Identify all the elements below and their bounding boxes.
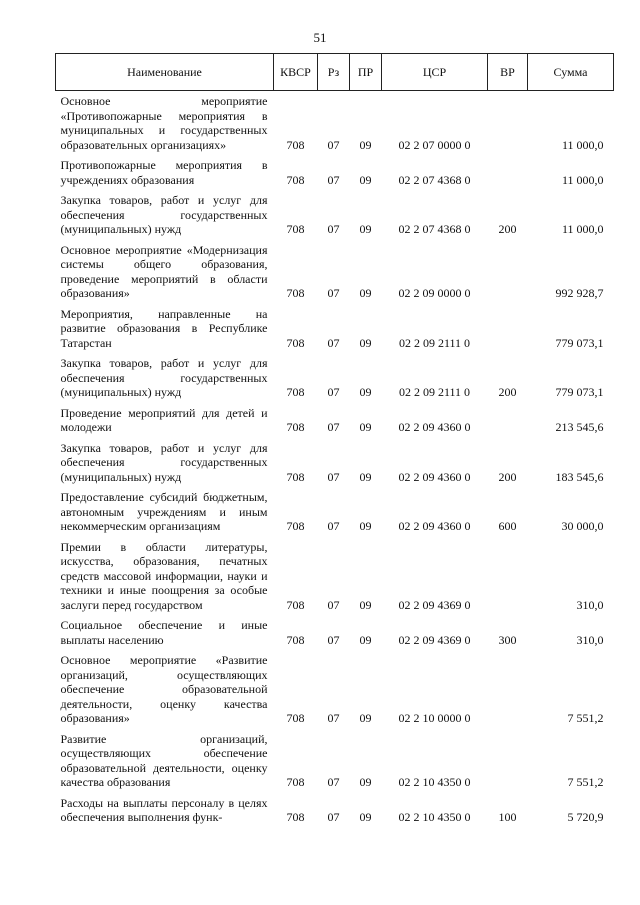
cell-kvsr: 708 [286,420,305,434]
table-row [56,403,614,438]
cell-name: Закупка товаров, работ и услуг для обеспечения государственных (муниципальных) нужд [60,356,268,399]
cell-rz: 07 [327,222,340,236]
cell-kvsr: 708 [286,711,305,725]
header-csr: ЦСР [382,54,488,91]
cell-vr [488,537,528,616]
cell-sum: 310,0 [576,632,604,647]
table-row [56,487,614,537]
cell-sum: 7 551,2 [567,775,604,789]
cell-vr: 100 [498,810,517,824]
cell-name: Предоставление субсидий бюджетным, автономным учреждениям и иным некоммерческим организациям [60,490,268,533]
cell-pr: 09 [359,519,372,533]
cell-vr [488,304,528,354]
cell-csr: 02 2 10 0000 0 [398,711,471,725]
table-row [56,304,614,354]
table-row [56,729,614,793]
cell-pr: 09 [359,222,372,236]
cell-kvsr: 708 [286,222,305,236]
cell-rz: 07 [327,385,340,399]
cell-vr: 200 [498,385,517,399]
cell-pr: 09 [359,385,372,399]
cell-sum: 183 545,6 [555,469,604,484]
cell-kvsr: 708 [286,810,305,824]
cell-rz: 07 [327,597,340,612]
cell-sum: 11 000,0 [561,137,604,152]
cell-vr [488,155,528,190]
cell-sum: 11 000,0 [561,172,604,187]
cell-kvsr: 708 [286,335,305,350]
cell-pr: 09 [359,137,372,152]
cell-pr: 09 [359,335,372,350]
header-rz: Рз [318,54,350,91]
cell-sum: 213 545,6 [555,420,604,434]
cell-pr: 09 [359,775,372,789]
table-row [56,615,614,650]
table-row [56,793,614,828]
table-row [56,353,614,403]
table-row [56,537,614,616]
table-row [56,650,614,729]
cell-name: Основное мероприятие «Модернизация системы общего образования, проведение мероприятий в области образования» [60,242,268,300]
cell-csr: 02 2 09 4369 0 [398,632,471,647]
header-sum: Сумма [528,54,614,91]
cell-csr: 02 2 07 4368 0 [398,222,471,236]
cell-name: Социальное обеспечение и иные выплаты населению [60,618,268,647]
cell-sum: 992 928,7 [555,286,604,300]
cell-sum: 779 073,1 [555,335,604,350]
cell-csr: 02 2 09 0000 0 [398,286,471,300]
table-row [56,190,614,240]
cell-vr: 600 [498,519,517,533]
cell-rz: 07 [327,711,340,725]
cell-rz: 07 [327,286,340,300]
cell-sum: 7 551,2 [567,711,604,725]
cell-pr: 09 [359,810,372,824]
cell-vr: 200 [498,469,517,484]
cell-csr: 02 2 07 4368 0 [398,172,471,187]
table-row [56,438,614,488]
header-kvsr: КВСР [274,54,318,91]
cell-pr: 09 [359,711,372,725]
cell-pr: 09 [359,597,372,612]
cell-sum: 5 720,9 [567,810,604,824]
cell-csr: 02 2 09 4360 0 [398,469,471,484]
cell-name: Развитие организаций, осуществляющих обеспечение образовательной деятельности, оценку качества образования [60,731,268,789]
cell-kvsr: 708 [286,775,305,789]
cell-kvsr: 708 [286,632,305,647]
cell-vr [488,240,528,304]
cell-sum: 310,0 [576,597,604,612]
table-row [56,91,614,156]
cell-vr [488,91,528,156]
cell-vr: 300 [498,632,517,647]
cell-kvsr: 708 [286,597,305,612]
header-name: Наименование [56,54,274,91]
cell-csr: 02 2 09 4369 0 [398,597,471,612]
cell-vr [488,729,528,793]
cell-csr: 02 2 10 4350 0 [398,775,471,789]
cell-pr: 09 [359,286,372,300]
cell-rz: 07 [327,810,340,824]
cell-rz: 07 [327,775,340,789]
cell-name: Проведение мероприятий для детей и молодежи [60,405,268,434]
cell-kvsr: 708 [286,286,305,300]
cell-name: Закупка товаров, работ и услуг для обеспечения государственных (муниципальных) нужд [60,193,268,236]
table-row [56,155,614,190]
header-vr: ВР [488,54,528,91]
cell-name: Основное мероприятие «Противопожарные мероприятия в муниципальных и государственных образовательных организациях» [60,94,268,152]
cell-name: Премии в области литературы, искусства, образования, печатных средств массовой информации, науки и техники и иные поощрения за особые заслуги перед государством [60,539,268,612]
cell-csr: 02 2 07 0000 0 [398,137,471,152]
cell-pr: 09 [359,469,372,484]
cell-name: Расходы на выплаты персоналу в целях обеспечения выполнения функ- [60,795,268,824]
cell-vr: 200 [498,222,517,236]
cell-csr: 02 2 09 4360 0 [398,420,471,434]
cell-vr [488,650,528,729]
cell-name: Основное мероприятие «Развитие организаций, осуществляющих обеспечение образовательной деятельности, оценку качества образования» [60,653,268,725]
cell-rz: 07 [327,632,340,647]
cell-name: Мероприятия, направленные на развитие образования в Республике Татарстан [60,306,268,350]
cell-csr: 02 2 09 2111 0 [398,335,471,350]
cell-pr: 09 [359,420,372,434]
cell-name: Закупка товаров, работ и услуг для обеспечения государственных (муниципальных) нужд [60,440,268,484]
cell-kvsr: 708 [286,385,305,399]
cell-sum: 779 073,1 [555,385,604,399]
cell-rz: 07 [327,335,340,350]
cell-csr: 02 2 10 4350 0 [398,810,471,824]
cell-sum: 11 000,0 [561,222,604,236]
cell-sum: 30 000,0 [561,519,604,533]
cell-pr: 09 [359,172,372,187]
cell-rz: 07 [327,137,340,152]
cell-rz: 07 [327,172,340,187]
cell-rz: 07 [327,519,340,533]
cell-vr [488,403,528,438]
cell-kvsr: 708 [286,172,305,187]
cell-kvsr: 708 [286,519,305,533]
header-pr: ПР [350,54,382,91]
page-number: 51 [313,30,327,45]
cell-csr: 02 2 09 4360 0 [398,519,471,533]
cell-pr: 09 [359,632,372,647]
cell-kvsr: 708 [286,137,305,152]
cell-name: Противопожарные мероприятия в учреждениях образования [60,158,268,187]
cell-rz: 07 [327,469,340,484]
table-header-row [56,54,614,91]
cell-rz: 07 [327,420,340,434]
cell-kvsr: 708 [286,469,305,484]
cell-csr: 02 2 09 2111 0 [398,385,471,399]
budget-table [55,53,614,828]
table-row [56,240,614,304]
